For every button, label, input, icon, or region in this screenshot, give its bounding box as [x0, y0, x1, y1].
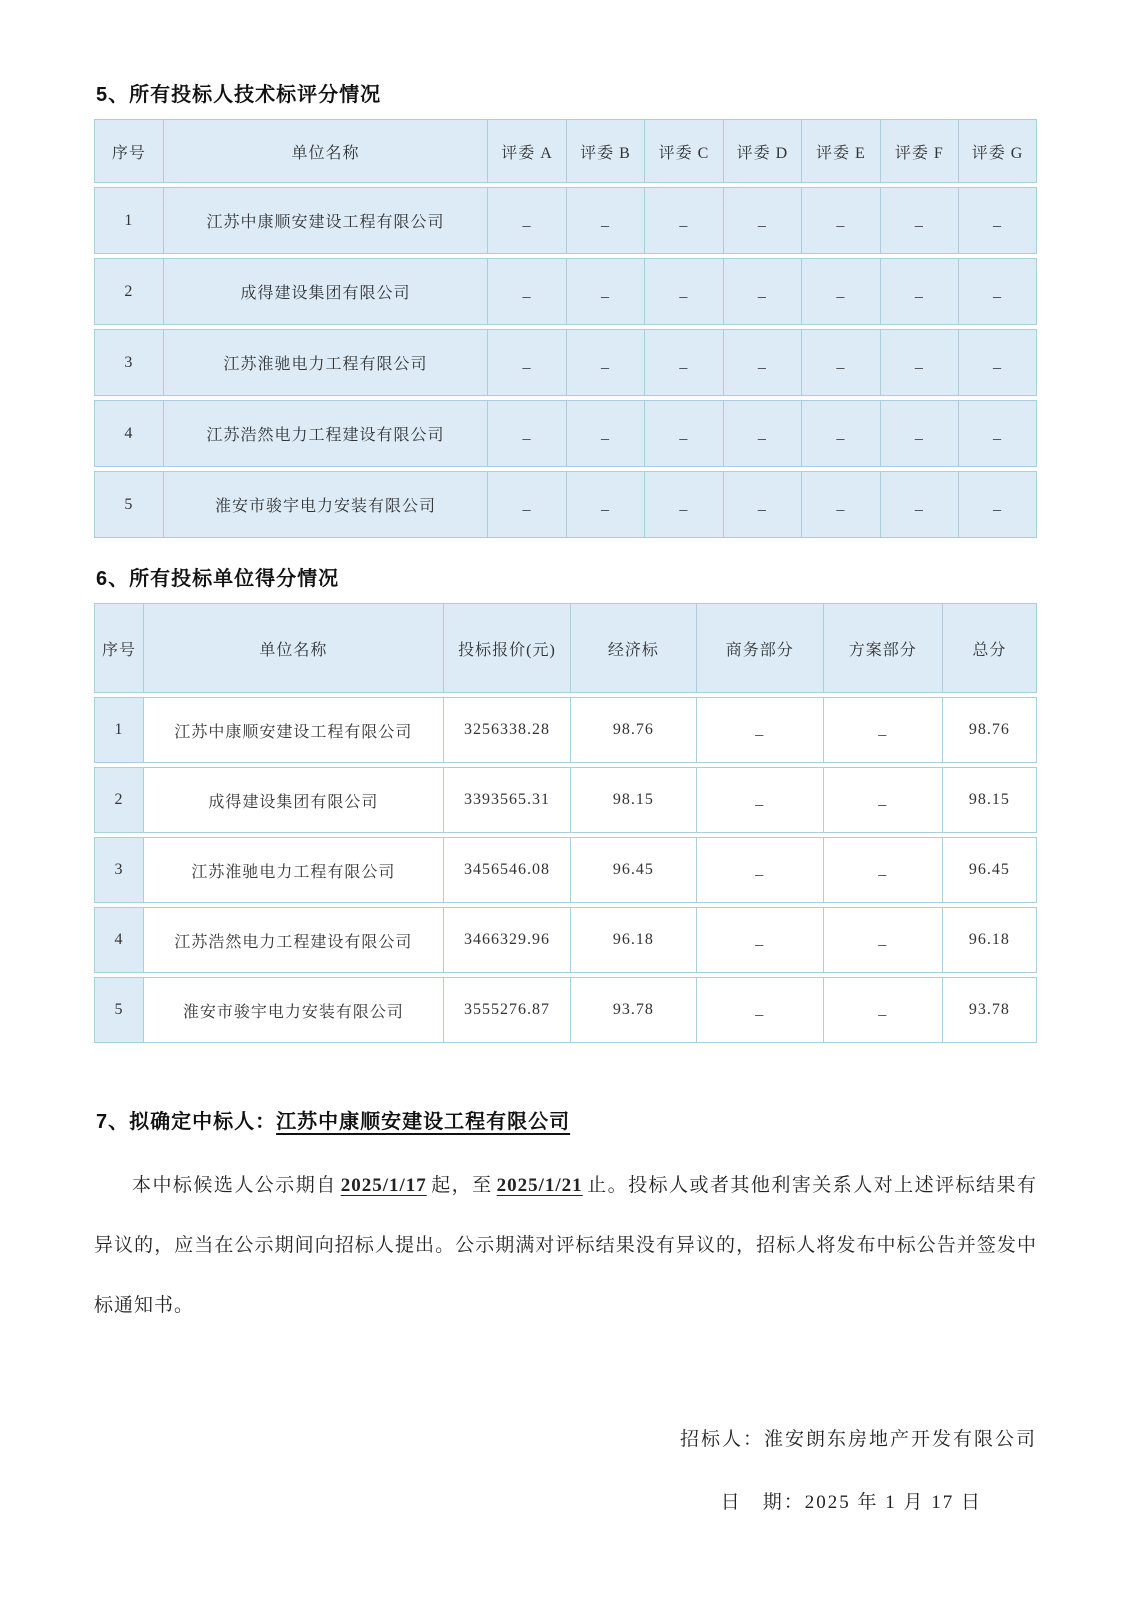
score-cell: _ [645, 258, 723, 325]
score-cell: _ [567, 400, 645, 467]
row-no: 1 [94, 187, 164, 254]
row-no: 3 [94, 837, 144, 903]
table-row [94, 471, 1037, 538]
business-score: _ [697, 837, 824, 903]
table-row [94, 329, 1037, 396]
row-no: 4 [94, 400, 164, 467]
notice-text: 起，至 [430, 1175, 493, 1196]
table-row [94, 400, 1037, 467]
score-cell: _ [488, 329, 566, 396]
section7-title [96, 1105, 1037, 1134]
row-no: 5 [94, 471, 164, 538]
total-score: 93.78 [943, 977, 1037, 1043]
company-name: 江苏淮驰电力工程有限公司 [144, 837, 444, 903]
score-cell: _ [567, 187, 645, 254]
technical-score-table [94, 115, 1037, 542]
total-score-table [94, 599, 1037, 1047]
plan-score: _ [824, 767, 943, 833]
tenderer-line: 招标人：淮安朗东房地产开发有限公司 [679, 1429, 1037, 1450]
section7-title-prefix: 7、拟确定中标人： [96, 1111, 277, 1133]
score-cell: _ [645, 187, 723, 254]
economic-score: 96.18 [571, 907, 696, 973]
col-header-no: 序号 [94, 119, 164, 183]
winner-name: 江苏中康顺安建设工程有限公司 [276, 1111, 571, 1133]
economic-score: 98.76 [571, 697, 696, 763]
score-cell: _ [881, 471, 959, 538]
col-header-name: 单位名称 [164, 119, 488, 183]
score-cell: _ [488, 400, 566, 467]
score-cell: _ [567, 471, 645, 538]
score-cell: _ [881, 187, 959, 254]
table-row [94, 767, 1037, 833]
row-no: 4 [94, 907, 144, 973]
section6-title: 6、所有投标单位得分情况 [96, 568, 340, 590]
business-score: _ [697, 907, 824, 973]
score-cell: _ [645, 329, 723, 396]
bid-price: 3555276.87 [444, 977, 571, 1043]
score-cell: _ [802, 400, 880, 467]
company-name: 淮安市骏宇电力安装有限公司 [164, 471, 488, 538]
table-row [94, 187, 1037, 254]
table-row [94, 977, 1037, 1043]
company-name: 江苏中康顺安建设工程有限公司 [144, 697, 444, 763]
score-cell: _ [881, 400, 959, 467]
plan-score: _ [824, 837, 943, 903]
plan-score: _ [824, 907, 943, 973]
publicity-end-date: 2025/1/21 [496, 1175, 583, 1196]
row-no: 5 [94, 977, 144, 1043]
bid-price: 3393565.31 [444, 767, 571, 833]
score-cell: _ [724, 258, 802, 325]
row-no: 1 [94, 697, 144, 763]
signature-block [94, 1424, 1037, 1514]
company-name: 江苏淮驰电力工程有限公司 [164, 329, 488, 396]
score-cell: _ [724, 187, 802, 254]
score-cell: _ [959, 187, 1037, 254]
score-cell: _ [881, 258, 959, 325]
score-cell: _ [488, 258, 566, 325]
total-score: 96.18 [943, 907, 1037, 973]
col-header-judge-b: 评委 B [567, 119, 645, 183]
score-cell: _ [645, 400, 723, 467]
company-name: 江苏浩然电力工程建设有限公司 [164, 400, 488, 467]
score-cell: _ [488, 187, 566, 254]
col-header-total: 总分 [943, 603, 1037, 693]
row-no: 3 [94, 329, 164, 396]
publicity-notice [94, 1156, 1037, 1336]
total-score: 98.76 [943, 697, 1037, 763]
business-score: _ [697, 977, 824, 1043]
bid-price: 3456546.08 [444, 837, 571, 903]
score-cell: _ [724, 400, 802, 467]
col-header-no: 序号 [94, 603, 144, 693]
bid-price: 3256338.28 [444, 697, 571, 763]
score-cell: _ [959, 329, 1037, 396]
score-cell: _ [959, 400, 1037, 467]
total-score: 98.15 [943, 767, 1037, 833]
col-header-judge-a: 评委 A [488, 119, 566, 183]
business-score: _ [697, 697, 824, 763]
score-cell: _ [645, 471, 723, 538]
business-score: _ [697, 767, 824, 833]
company-name: 成得建设集团有限公司 [144, 767, 444, 833]
col-header-judge-e: 评委 E [802, 119, 880, 183]
score-cell: _ [802, 258, 880, 325]
score-cell: _ [881, 329, 959, 396]
col-header-judge-d: 评委 D [724, 119, 802, 183]
col-header-judge-f: 评委 F [881, 119, 959, 183]
score-cell: _ [567, 258, 645, 325]
publicity-start-date: 2025/1/17 [340, 1175, 427, 1196]
company-name: 江苏浩然电力工程建设有限公司 [144, 907, 444, 973]
company-name: 江苏中康顺安建设工程有限公司 [164, 187, 488, 254]
plan-score: _ [824, 697, 943, 763]
economic-score: 98.15 [571, 767, 696, 833]
table-row [94, 258, 1037, 325]
col-header-economic: 经济标 [571, 603, 696, 693]
table-row [94, 697, 1037, 763]
table-header-row [94, 603, 1037, 693]
company-name: 淮安市骏宇电力安装有限公司 [144, 977, 444, 1043]
row-no: 2 [94, 767, 144, 833]
plan-score: _ [824, 977, 943, 1043]
section5-title: 5、所有投标人技术标评分情况 [96, 84, 382, 106]
notice-text: 止。投标人或者其他利害关系人对上述评标结果有异议的，应当在公示期间向招标人提出。公示期满对评标结果没有异议的，招标人将发布中标公告并签发中标通知书。 [94, 1175, 1037, 1316]
score-cell: _ [724, 329, 802, 396]
notice-text: 本中标候选人公示期自 [132, 1175, 337, 1196]
col-header-business: 商务部分 [697, 603, 824, 693]
col-header-plan: 方案部分 [824, 603, 943, 693]
date-line: 日 期：2025 年 1 月 17 日 [720, 1492, 982, 1513]
total-score: 96.45 [943, 837, 1037, 903]
company-name: 成得建设集团有限公司 [164, 258, 488, 325]
score-cell: _ [488, 471, 566, 538]
col-header-judge-c: 评委 C [645, 119, 723, 183]
col-header-name: 单位名称 [144, 603, 444, 693]
score-cell: _ [802, 187, 880, 254]
score-cell: _ [567, 329, 645, 396]
table-row [94, 907, 1037, 973]
score-cell: _ [802, 471, 880, 538]
score-cell: _ [959, 471, 1037, 538]
table-row [94, 837, 1037, 903]
score-cell: _ [724, 471, 802, 538]
row-no: 2 [94, 258, 164, 325]
col-header-price: 投标报价(元) [444, 603, 571, 693]
bid-price: 3466329.96 [444, 907, 571, 973]
economic-score: 93.78 [571, 977, 696, 1043]
col-header-judge-g: 评委 G [959, 119, 1037, 183]
table-header-row [94, 119, 1037, 183]
score-cell: _ [802, 329, 880, 396]
economic-score: 96.45 [571, 837, 696, 903]
score-cell: _ [959, 258, 1037, 325]
